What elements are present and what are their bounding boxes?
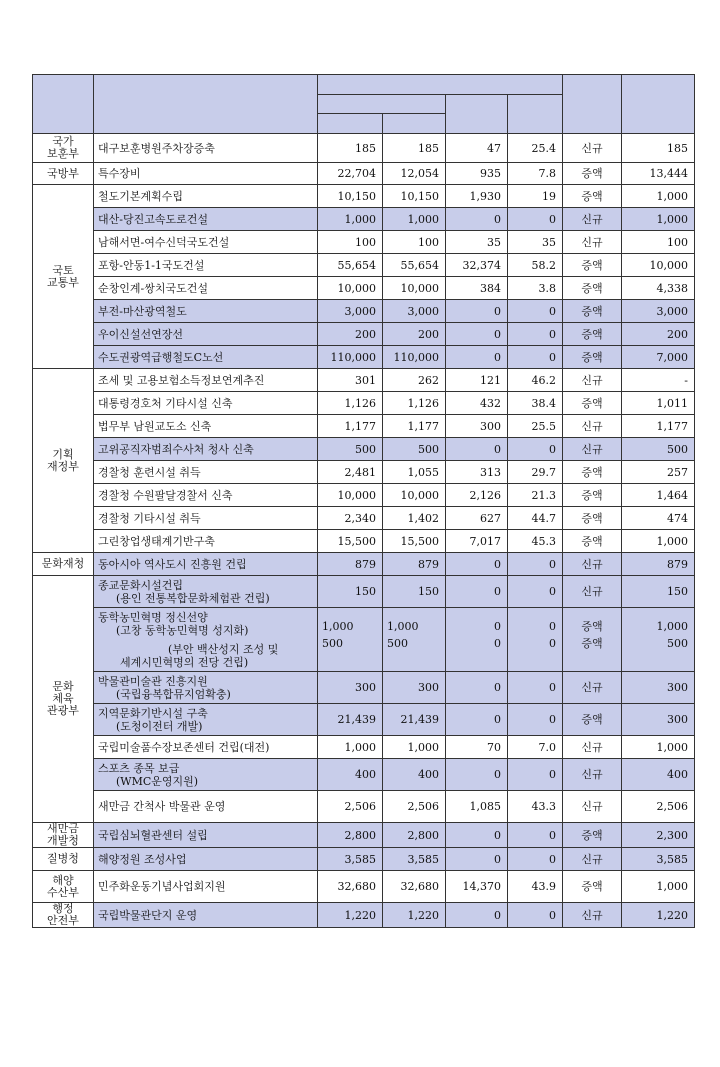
project-name: 국립미술품수장보존센터 건립(대전) [94,736,318,759]
value-b: 15,500 [383,530,446,553]
value-b: 2,800 [383,823,446,848]
header-supplementary [383,114,446,134]
project-name: 민주화운동기념사업회지원 [94,871,318,903]
header-execution [508,95,563,134]
project-name: 부전-마산광역철도 [94,300,318,323]
value-f: 2,300 [622,823,695,848]
value-a: 110,000 [318,346,383,369]
value-a: 3,585 [318,848,383,871]
project-name: 철도기본계획수립 [94,185,318,208]
value-b: 879 [383,553,446,576]
value-c: 627 [446,507,508,530]
table-row [33,507,695,530]
value-b: 10,150 [383,185,446,208]
value-b: 400 [383,759,446,791]
value-c: 32,374 [446,254,508,277]
table-body [33,134,695,928]
value-f: 2,506 [622,791,695,823]
value-e: 증액 [563,323,622,346]
project-name: 대통령경호처 기타시설 신축 [94,392,318,415]
table-row [33,438,695,461]
value-a: 32,680 [318,871,383,903]
value-b: 12,054 [383,163,446,185]
value-b: 500 [383,438,446,461]
header-budget [318,95,446,114]
value-a: 1,000 500 [318,608,383,672]
table-row [33,736,695,759]
table-row [33,576,695,608]
project-name: 국립박물관단지 운영 [94,903,318,928]
value-c: 313 [446,461,508,484]
value-d: 0 [508,323,563,346]
value-d: 35 [508,231,563,254]
value-b: 2,506 [383,791,446,823]
value-c: 432 [446,392,508,415]
value-e: 신규 [563,553,622,576]
value-e: 신규 [563,736,622,759]
value-b: 262 [383,369,446,392]
header-ministry [33,75,94,134]
value-c: 0 [446,672,508,704]
value-f: 1,011 [622,392,695,415]
value-d: 45.3 [508,530,563,553]
value-f: 150 [622,576,695,608]
header-original [318,114,383,134]
value-a: 400 [318,759,383,791]
value-f: 474 [622,507,695,530]
table-row [33,323,695,346]
value-f: 1,000 [622,185,695,208]
value-d: 7.8 [508,163,563,185]
value-b: 100 [383,231,446,254]
value-f: 1,177 [622,415,695,438]
value-f: 879 [622,553,695,576]
project-name: 포항-안동1-1국도건설 [94,254,318,277]
value-a: 1,177 [318,415,383,438]
value-e: 증액 [563,392,622,415]
value-e: 신규 [563,438,622,461]
value-e: 신규 [563,848,622,871]
value-a: 10,000 [318,484,383,507]
value-a: 879 [318,553,383,576]
value-f: - [622,369,695,392]
value-c: 0 [446,438,508,461]
value-b: 200 [383,323,446,346]
header-assembly-increase [622,75,695,134]
ministry-cell: 행정 안전부 [33,903,94,928]
value-c: 384 [446,277,508,300]
project-name: 국립심뇌혈관센터 설립 [94,823,318,848]
project-name: 해양정원 조성사업 [94,848,318,871]
value-d: 43.3 [508,791,563,823]
value-d: 58.2 [508,254,563,277]
project-name: 그린창업생태계기반구축 [94,530,318,553]
table-row [33,231,695,254]
value-d: 0 [508,208,563,231]
value-d: 43.9 [508,871,563,903]
value-f: 100 [622,231,695,254]
project-name: 남해서면-여수신덕국도건설 [94,231,318,254]
value-b: 1,000 [383,736,446,759]
value-e: 신규 [563,208,622,231]
value-a: 2,481 [318,461,383,484]
value-a: 2,340 [318,507,383,530]
value-a: 55,654 [318,254,383,277]
table-row [33,704,695,736]
value-a: 1,000 [318,736,383,759]
table-row [33,208,695,231]
value-a: 10,000 [318,277,383,300]
project-name: 우이신설선연장선 [94,323,318,346]
value-e: 증액 증액 [563,608,622,672]
value-d: 0 [508,672,563,704]
value-d: 0 [508,759,563,791]
value-b: 10,000 [383,484,446,507]
value-a: 2,506 [318,791,383,823]
value-e: 증액 [563,530,622,553]
value-e: 신규 [563,903,622,928]
value-d: 0 [508,553,563,576]
ministry-cell: 국방부 [33,163,94,185]
value-e: 신규 [563,369,622,392]
value-b: 21,439 [383,704,446,736]
project-name: 경찰청 훈련시설 취득 [94,461,318,484]
value-f: 7,000 [622,346,695,369]
value-d: 25.5 [508,415,563,438]
value-d: 0 [508,823,563,848]
value-c: 935 [446,163,508,185]
value-c: 0 [446,346,508,369]
value-e: 증액 [563,163,622,185]
value-c: 0 [446,903,508,928]
value-f: 1,220 [622,903,695,928]
value-f: 185 [622,134,695,163]
value-e: 증액 [563,277,622,300]
value-f: 4,338 [622,277,695,300]
table-row [33,791,695,823]
ministry-cell: 질병청 [33,848,94,871]
value-c: 2,126 [446,484,508,507]
ministry-cell: 새만금 개발청 [33,823,94,848]
value-f: 300 [622,704,695,736]
value-e: 증액 [563,704,622,736]
value-d: 21.3 [508,484,563,507]
value-b: 1,126 [383,392,446,415]
value-f: 1,000 500 [622,608,695,672]
value-d: 0 [508,438,563,461]
table-row [33,369,695,392]
value-e: 신규 [563,134,622,163]
value-c: 121 [446,369,508,392]
value-f: 10,000 [622,254,695,277]
value-d: 7.0 [508,736,563,759]
value-a: 100 [318,231,383,254]
table-row [33,553,695,576]
value-b: 150 [383,576,446,608]
table-row [33,300,695,323]
value-e: 증액 [563,461,622,484]
value-c: 0 [446,704,508,736]
value-e: 증액 [563,254,622,277]
value-a: 150 [318,576,383,608]
value-b: 32,680 [383,871,446,903]
ministry-cell: 기획 재정부 [33,369,94,553]
value-b: 1,000 500 [383,608,446,672]
value-c: 0 [446,300,508,323]
value-e: 신규 [563,415,622,438]
value-c: 1,085 [446,791,508,823]
value-a: 15,500 [318,530,383,553]
value-d: 46.2 [508,369,563,392]
ministry-cell: 문화재청 [33,553,94,576]
project-name: 종교문화시설건립 (용인 전통복합문화체험관 건립) [94,576,318,608]
value-a: 2,800 [318,823,383,848]
value-a: 200 [318,323,383,346]
value-e: 증액 [563,823,622,848]
value-d: 44.7 [508,507,563,530]
project-name: 수도권광역급행철도C노선 [94,346,318,369]
value-c: 14,370 [446,871,508,903]
value-f: 13,444 [622,163,695,185]
table-row [33,672,695,704]
project-name: 조세 및 고용보험소득정보연계추진 [94,369,318,392]
project-name: 새만금 간척사 박물관 운영 [94,791,318,823]
value-a: 185 [318,134,383,163]
table-row [33,185,695,208]
value-d: 0 [508,704,563,736]
table-row [33,871,695,903]
value-d: 25.4 [508,134,563,163]
header-project [94,75,318,134]
value-c: 70 [446,736,508,759]
project-name: 경찰청 기타시설 취득 [94,507,318,530]
value-f: 1,000 [622,871,695,903]
project-name: 동아시아 역사도시 진흥원 건립 [94,553,318,576]
table-row [33,461,695,484]
project-name: 경찰청 수원팔달경찰서 신축 [94,484,318,507]
value-d: 19 [508,185,563,208]
value-c: 0 [446,323,508,346]
budget-table [32,74,695,928]
value-e: 신규 [563,231,622,254]
table-row [33,484,695,507]
table-row [33,823,695,848]
table-row [33,163,695,185]
header-settlement [446,95,508,134]
value-b: 3,000 [383,300,446,323]
value-b: 300 [383,672,446,704]
value-b: 1,402 [383,507,446,530]
value-c: 0 [446,759,508,791]
value-f: 1,000 [622,208,695,231]
value-e: 증액 [563,484,622,507]
value-a: 21,439 [318,704,383,736]
table-row [33,254,695,277]
value-d: 0 [508,848,563,871]
value-a: 500 [318,438,383,461]
value-e: 증액 [563,507,622,530]
value-d: 3.8 [508,277,563,300]
value-a: 301 [318,369,383,392]
value-b: 1,055 [383,461,446,484]
value-e: 증액 [563,300,622,323]
value-b: 1,220 [383,903,446,928]
ministry-cell: 국토 교통부 [33,185,94,369]
value-a: 1,000 [318,208,383,231]
value-c: 47 [446,134,508,163]
value-a: 300 [318,672,383,704]
value-d: 0 [508,903,563,928]
table-row [33,530,695,553]
value-f: 257 [622,461,695,484]
value-c: 35 [446,231,508,254]
value-a: 3,000 [318,300,383,323]
value-f: 500 [622,438,695,461]
value-c: 0 0 [446,608,508,672]
project-name: 특수장비 [94,163,318,185]
value-e: 증액 [563,185,622,208]
table-row [33,346,695,369]
value-a: 1,126 [318,392,383,415]
value-c: 0 [446,553,508,576]
value-e: 신규 [563,576,622,608]
project-name: 스포츠 종목 보급 (WMC운영지원) [94,759,318,791]
value-d: 0 0 [508,608,563,672]
value-b: 55,654 [383,254,446,277]
value-f: 200 [622,323,695,346]
value-f: 1,000 [622,530,695,553]
value-c: 0 [446,823,508,848]
ministry-cell: 해양 수산부 [33,871,94,903]
project-name: 대산-당진고속도로건설 [94,208,318,231]
value-e: 신규 [563,759,622,791]
project-name: 고위공직자범죄수사처 청사 신축 [94,438,318,461]
table-row [33,392,695,415]
value-e: 신규 [563,672,622,704]
header-new-increase [563,75,622,134]
table-row [33,848,695,871]
value-d: 38.4 [508,392,563,415]
value-d: 0 [508,300,563,323]
value-f: 3,000 [622,300,695,323]
project-name: 법무부 남원교도소 신축 [94,415,318,438]
value-c: 7,017 [446,530,508,553]
value-d: 0 [508,576,563,608]
project-name: 지역문화기반시설 구축 (도청이전터 개발) [94,704,318,736]
value-a: 1,220 [318,903,383,928]
value-f: 1,464 [622,484,695,507]
project-name: 대구보훈병원주차장증축 [94,134,318,163]
value-a: 10,150 [318,185,383,208]
ministry-cell: 문화 체육 관광부 [33,576,94,823]
value-f: 300 [622,672,695,704]
table-row [33,608,695,672]
header-year [318,75,563,95]
value-d: 0 [508,346,563,369]
value-c: 1,930 [446,185,508,208]
project-name: 박물관미술관 진흥지원 (국립융복합뮤지엄확충) [94,672,318,704]
value-f: 1,000 [622,736,695,759]
value-b: 1,000 [383,208,446,231]
value-c: 0 [446,848,508,871]
value-b: 10,000 [383,277,446,300]
project-name: 동학농민혁명 정신선양 (고창 동학농민혁명 성지화) (부안 백산성지 조성 및 세계시민혁명의 전당 건립) [94,608,318,672]
value-e: 증액 [563,346,622,369]
value-a: 22,704 [318,163,383,185]
value-b: 3,585 [383,848,446,871]
value-c: 300 [446,415,508,438]
table-row [33,759,695,791]
value-f: 3,585 [622,848,695,871]
value-b: 1,177 [383,415,446,438]
value-d: 29.7 [508,461,563,484]
value-e: 신규 [563,791,622,823]
value-b: 110,000 [383,346,446,369]
value-e: 증액 [563,871,622,903]
table-row [33,134,695,163]
value-b: 185 [383,134,446,163]
table-row [33,903,695,928]
project-name: 순창인계-쌍치국도건설 [94,277,318,300]
value-c: 0 [446,208,508,231]
table-row [33,277,695,300]
table-row [33,415,695,438]
ministry-cell: 국가 보훈부 [33,134,94,163]
value-f: 400 [622,759,695,791]
value-c: 0 [446,576,508,608]
